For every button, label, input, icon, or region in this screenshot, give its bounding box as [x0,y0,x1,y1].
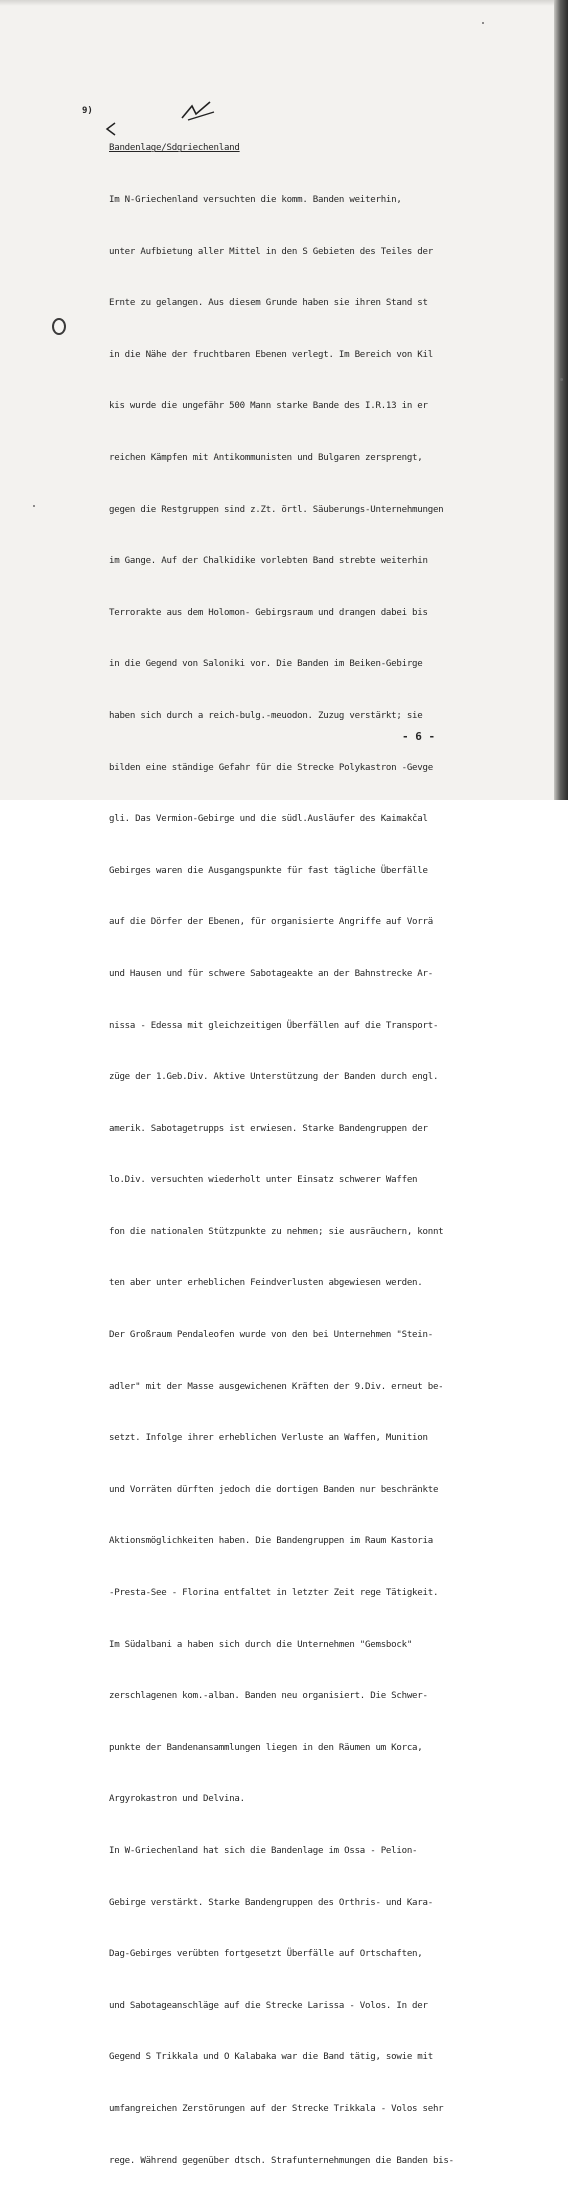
section-heading: Bandenlage/Sdgriechenland [109,143,240,154]
scan-speck [560,378,563,381]
text-line: Im N-Griechenland versuchten die komm. Banden weiterhin, [109,195,402,205]
text-line: im Gange. Auf der Chalkidike vorlebten Band strebte weiterhin [109,556,428,567]
text-line: -Presta-See - Florina entfaltet in letzter Zeit rege Tätigkeit. [109,1588,439,1599]
section-marker: 9) [82,106,93,116]
text-line: rege. Während gegenüber dtsch. Strafunternehmungen die Banden bis- [109,2155,454,2166]
text-line: Gebirges waren die Ausgangspunkte für fast tägliche Überfälle [109,865,428,876]
text-line: zerschlagenen kom.-alban. Banden neu organisiert. Die Schwer- [109,1691,428,1702]
text-line: züge der 1.Geb.Div. Aktive Unterstützung der Banden durch engl. [109,1072,439,1083]
text-line: fon die nationalen Stützpunkte zu nehmen; sie ausräuchern, konnt [109,1226,444,1237]
page-number: - 6 - [402,730,436,743]
text-line: setzt. Infolge ihrer erheblichen Verluste an Waffen, Munition [109,1433,428,1444]
text-line: Dag-Gebirges verübten fortgesetzt Überfälle auf Ortschaften, [109,1949,423,1960]
scan-edge-right [554,0,568,800]
text-line: lo.Div. versuchten wiederholt unter Einsatz schwerer Waffen [109,1175,418,1186]
text-line: haben sich durch a reich-bulg.-meuodon. Zuzug verstärkt; sie [109,710,423,721]
text-line: gegen die Restgruppen sind z.Zt. örtl. Säuberungs-Unternehmungen [109,504,444,515]
text-line: in die Nähe der fruchtbaren Ebenen verlegt. Im Bereich von Kil [109,349,433,360]
scan-speck [482,22,484,24]
text-line: Argyrokastron und Delvina. [109,1794,245,1805]
text-line: kis wurde die ungefähr 500 Mann starke Bande des I.R.13 in er [109,401,428,412]
text-line: und Sabotageanschläge auf die Strecke Larissa - Volos. In der [109,2000,428,2011]
text-line: ten aber unter erheblichen Feindverlusten abgewiesen werden. [109,1278,423,1289]
punch-hole [52,318,66,335]
text-line: reichen Kämpfen mit Antikommunisten und Bulgaren zersprengt, [109,452,423,463]
text-line: Aktionsmöglichkeiten haben. Die Bandengruppen im Raum Kastoria [109,1536,433,1547]
text-line: Terrorakte aus dem Holomon- Gebirgsraum und drangen dabei bis [109,607,428,618]
text-line: Gegend S Trikkala und O Kalabaka war die Band tätig, sowie mit [109,2052,433,2063]
text-line: adler" mit der Masse ausgewichenen Kräften der 9.Div. erneut be- [109,1381,444,1392]
scan-shadow-top [0,0,568,6]
text-line: Im Südalbani a haben sich durch die Unternehmen "Gemsbock" [109,1639,413,1650]
text-line: umfangreichen Zerstörungen auf der Strecke Trikkala - Volos sehr [109,2103,444,2114]
text-line: unter Aufbietung aller Mittel in den S Gebieten des Teiles der [109,246,433,257]
text-line: und Vorräten dürften jedoch die dortigen Banden nur beschränkte [109,1484,439,1495]
report-text [109,106,527,2204]
text-line: gli. Das Vermion-Gebirge und die südl.Ausläufer des Kaimakčal [109,814,428,825]
text-line: nissa - Edessa mit gleichzeitigen Überfällen auf die Transport- [109,1020,439,1031]
text-line: Gebirge verstärkt. Starke Bandengruppen des Orthris- und Kara- [109,1897,433,1908]
heading-line [109,140,527,157]
text-line: in die Gegend von Saloniki vor. Die Banden im Beiken-Gebirge [109,659,423,670]
text-line: Ernte zu gelangen. Aus diesem Grunde haben sie ihren Stand st [109,298,428,309]
text-line: In W-Griechenland hat sich die Bandenlage im Ossa - Pelion- [109,1846,418,1856]
text-line: amerik. Sabotagetrupps ist erwiesen. Starke Bandengruppen der [109,1123,428,1134]
scan-speck [33,505,35,507]
text-line: punkte der Bandenansammlungen liegen in den Räumen um Korca, [109,1742,423,1753]
text-line: bilden eine ständige Gefahr für die Strecke Polykastron -Gevge [109,762,433,773]
text-line: Der Großraum Pendaleofen wurde von den bei Unternehmen "Stein- [109,1330,433,1341]
text-line: und Hausen und für schwere Sabotageakte an der Bahnstrecke Ar- [109,968,433,979]
text-line: auf die Dörfer der Ebenen, für organisierte Angriffe auf Vorrä [109,917,433,928]
